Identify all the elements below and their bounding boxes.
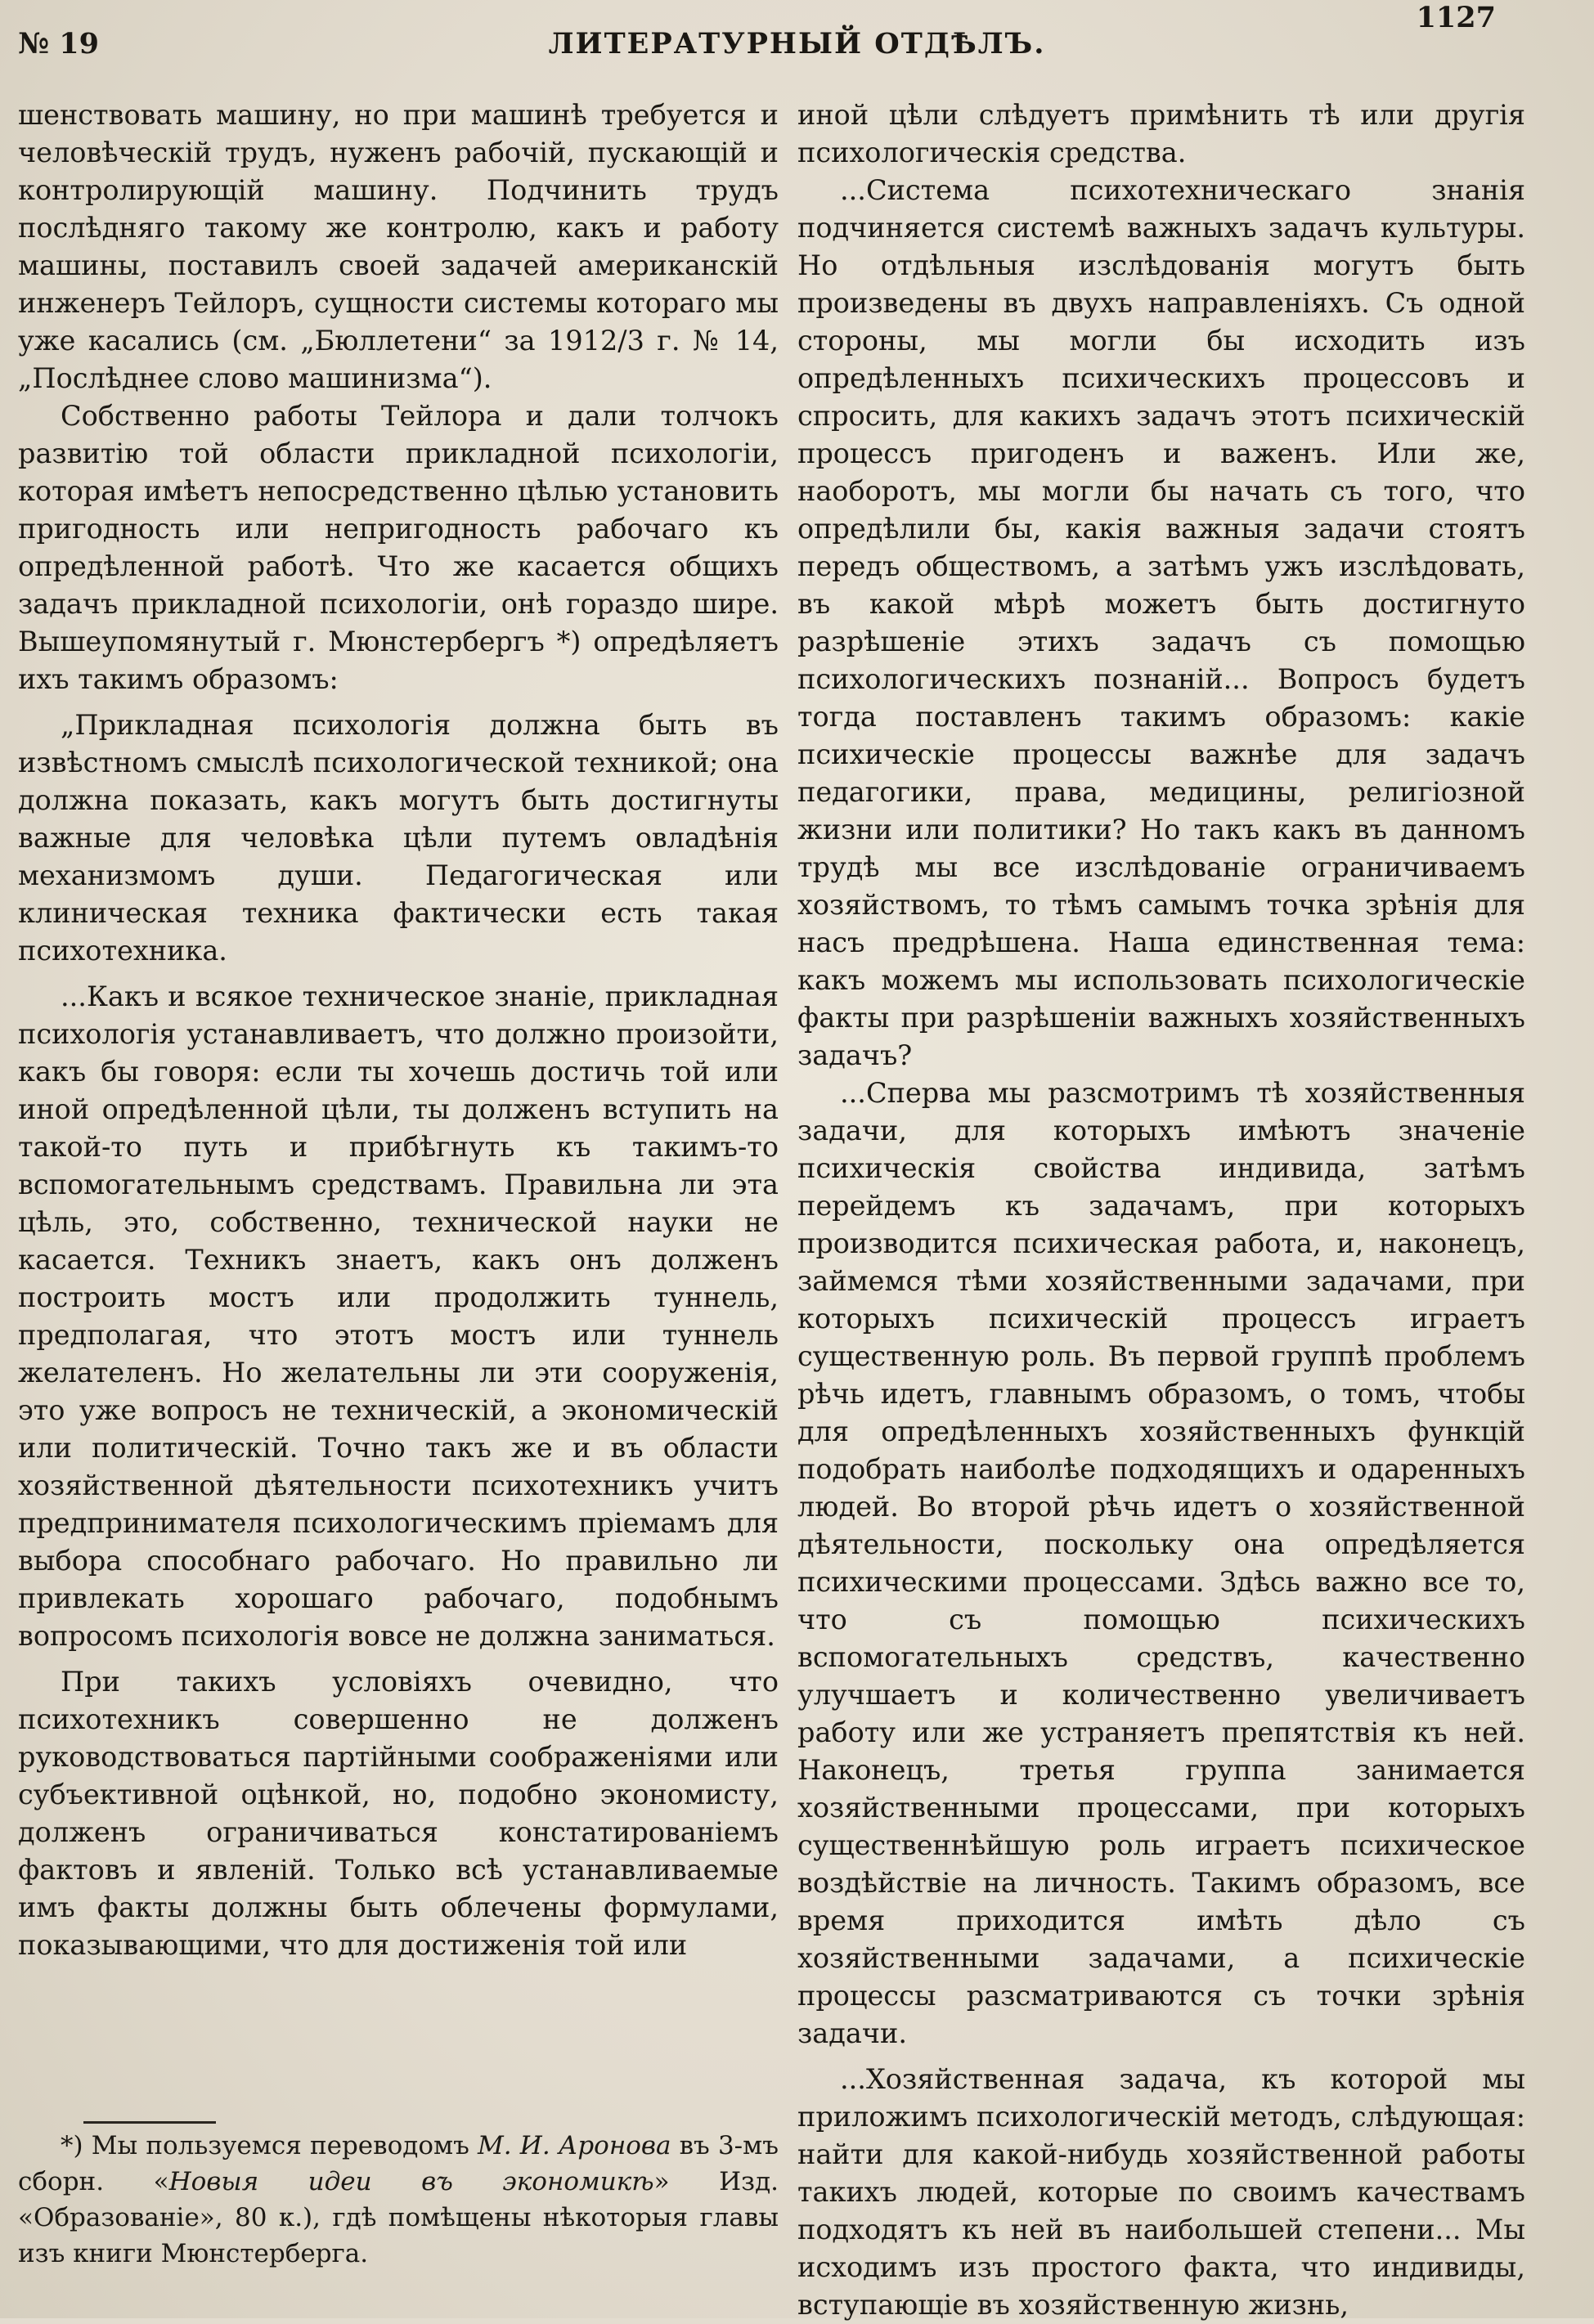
collection-title: Новыя идеи въ экономикѣ: [168, 2167, 654, 2196]
issue-number: № 19: [18, 27, 99, 61]
paragraph: иной цѣли слѣдуетъ примѣнить тѣ или другія психологическія средства.: [797, 99, 1525, 168]
quote-paragraph: ...Хозяйственная задача, къ которой мы приложимъ психологическій методъ, слѣдующая: найти для какой-нибудь хозяйственной работы такихъ людей, которые по своимъ качествамъ подходятъ къ ней въ наибольшей степени... Мы исходимъ изъ простого факта, что индивиды, вступающіе въ хозяйственную жизнь,: [797, 2063, 1525, 2321]
section-title: ЛИТЕРАТУРНЫЙ ОТДѢЛЪ.: [548, 27, 1046, 61]
quote-paragraph: ...Какъ и всякое техническое знаніе, прикладная психологія устанавливаетъ, что должно произойти, какъ бы говоря: если ты хочешь достичь той или иной опредѣленной цѣли, ты долженъ вступить на такой-то путь и прибѣгнуть къ такимъ-то вспомогательнымъ средствамъ. Правильна ли эта цѣль, это, собственно, технической науки не касается. Техникъ знаетъ, какъ онъ долженъ построить мостъ или продолжить туннель, предполагая, что этотъ мостъ или туннель желателенъ. Но желательны ли эти сооруженія, это уже вопросъ не техническій, а экономическій или политическій. Точно такъ же и въ области хозяйственной дѣятельности психотехникъ учитъ предпринимателя психологическимъ пріемамъ для выбора способнаго рабочаго. Но правильно ли привлекать хорошаго рабочаго, подобнымъ вопросомъ психологія вовсе не должна заниматься.: [18, 980, 779, 1652]
paragraph: Собственно работы Тейлора и дали толчокъ развитію той области прикладной психологіи, которая имѣетъ непосредственно цѣлью установить пригодность или непригодность рабочаго къ опредѣленной работѣ. Что же касается общихъ задачъ прикладной психологіи, онѣ гораздо шире. Вышеупомянутый г. Мюнстербергъ *) опредѣляетъ ихъ такимъ образомъ:: [18, 400, 779, 695]
footnote: *) Мы пользуемся переводомъ М. И. Аронова въ 3-мъ сборн. «Новыя идеи въ экономикѣ» Изд. «Образованіе», 80 к.), гдѣ помѣщены нѣкоторыя главы изъ книги Мюнстерберга.: [18, 2131, 779, 2268]
left-column: [18, 96, 779, 1964]
paragraph: При такихъ условіяхъ очевидно, что психотехникъ совершенно не долженъ руководствоваться партійными соображеніями или субъективной оцѣнкой, но, подобно экономисту, долженъ ограничиваться констатированіемъ фактовъ и явленій. Только всѣ устанавливаемые имъ факты должны быть облечены формулами, показывающими, что для достиженія той или: [18, 1666, 779, 1961]
quote-paragraph: ...Система психотехническаго знанія подчиняется системѣ важныхъ задачъ культуры. Но отдѣльныя изслѣдованія могутъ быть произведены въ двухъ направленіяхъ. Съ одной стороны, мы могли бы исходить изъ опредѣленныхъ психическихъ процессовъ и спросить, для какихъ задачъ этотъ психическій процессъ пригоденъ и важенъ. Или же, наоборотъ, мы могли бы начать съ того, что опредѣлили бы, какія важныя задачи стоятъ передъ обществомъ, а затѣмъ ужъ изслѣдовать, въ какой мѣрѣ можетъ быть достигнуто разрѣшеніе этихъ задачъ съ помощью психологическихъ познаній... Вопросъ будетъ тогда поставленъ такимъ образомъ: какіе психическіе процессы важнѣе для задачъ педагогики, права, медицины, религіозной жизни или политики? Но такъ какъ въ данномъ трудѣ мы все изслѣдованіе ограничиваемъ хозяйствомъ, то тѣмъ самымъ точка зрѣнія для насъ предрѣшена. Наша единственная тема: какъ можемъ мы использовать психологическіе факты при разрѣшеніи важныхъ хозяйственныхъ задачъ?: [797, 174, 1525, 1071]
quote-paragraph: ...Сперва мы разсмотримъ тѣ хозяйственныя задачи, для которыхъ имѣютъ значеніе психическія свойства индивида, затѣмъ перейдемъ къ задачамъ, при которыхъ производится психическая работа, и, наконецъ, займемся тѣми хозяйственными задачами, при которыхъ психическій процессъ играетъ существенную роль. Въ первой группѣ проблемъ рѣчь идетъ, главнымъ образомъ, о томъ, чтобы для опредѣленныхъ хозяйственныхъ функцій подобрать наиболѣе подходящихъ и одаренныхъ людей. Во второй рѣчь идетъ о хозяйственной дѣятельности, поскольку она опредѣляется психическими процессами. Здѣсь важно все то, что съ помощью психическихъ вспомогательныхъ средствъ, качественно улучшаетъ и количественно увеличиваетъ работу или же устраняетъ препятствія къ ней. Наконецъ, третья группа занимается хозяйственными процессами, при которыхъ существеннѣйшую роль играетъ психическое воздѣйствіе на личность. Такимъ образомъ, все время приходится имѣть дѣло съ хозяйственными задачами, а психическіе процессы разсматриваются съ точки зрѣнія задачи.: [797, 1077, 1525, 2049]
paragraph: шенствовать машину, но при машинѣ требуется и человѣческій трудъ, нуженъ рабочій, пускающій и контролирующій машину. Подчинить трудъ послѣдняго такому же контролю, какъ и работу машины, поставилъ своей задачей американскій инженеръ Тейлоръ, сущности системы котораго мы уже касались (см. „Бюллетени“ за 1912/3 г. № 14, „Послѣднее слово машинизма“).: [18, 99, 779, 394]
translator-name: М. И. Аронова: [478, 2131, 671, 2160]
page-number: 1127: [1416, 1, 1496, 34]
quote-paragraph: „Прикладная психологія должна быть въ извѣстномъ смыслѣ психологической техникой; она должна показать, какъ могутъ быть достигнуты важные для человѣка цѣли путемъ овладѣнія механизмомъ души. Педагогическая или клиническая техника фактически есть такая психотехника.: [18, 709, 779, 967]
right-column: [797, 96, 1525, 2324]
footnote-divider: [83, 2121, 216, 2124]
